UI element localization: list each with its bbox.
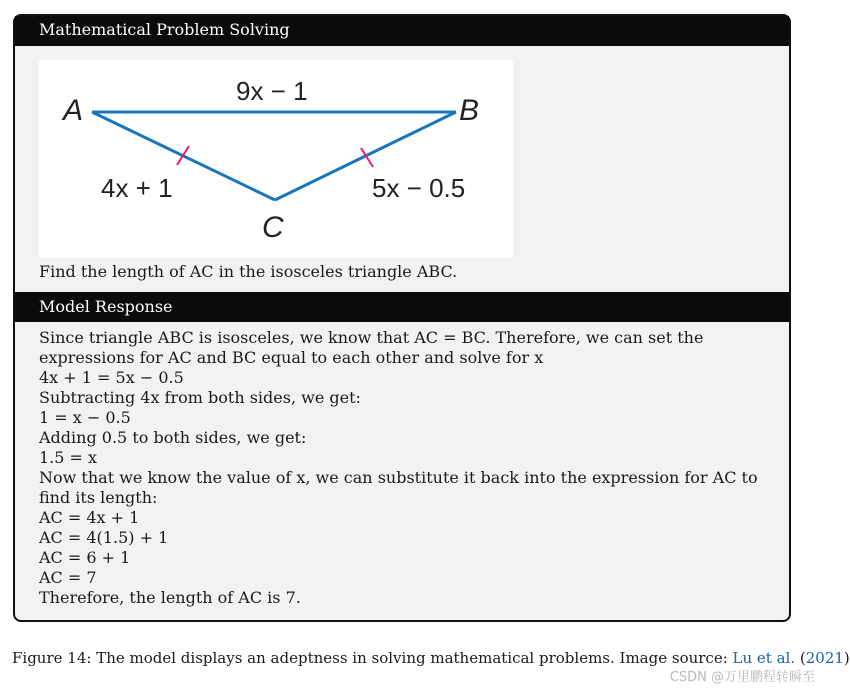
response-line: AC = 6 + 1: [39, 548, 131, 567]
model-response: [39, 328, 774, 608]
triangle-diagram: [39, 60, 513, 258]
figure-caption: [12, 648, 850, 668]
response-line: 1 = x − 0.5: [39, 408, 131, 427]
citation-year-link[interactable]: 2021: [805, 649, 844, 667]
response-line: AC = 7: [39, 568, 97, 587]
section-header-response: [15, 292, 789, 322]
side-bc-label: 5x − 0.5: [372, 173, 466, 203]
response-line: Subtracting 4x from both sides, we get:: [39, 388, 361, 407]
response-line: 1.5 = x: [39, 448, 98, 467]
section-header-problem: [15, 16, 789, 46]
congruence-tick-ac: [177, 146, 189, 165]
response-line: Now that we know the value of x, we can substitute it back into the expression for AC to find its length:: [39, 468, 758, 507]
vertex-c-label: C: [262, 211, 284, 244]
triangle-figure: [39, 60, 513, 258]
response-title: Model Response: [39, 297, 173, 316]
side-ac-label: 4x + 1: [101, 173, 173, 203]
citation-author-link[interactable]: Lu et al.: [732, 649, 796, 667]
side-ab-label: 9x − 1: [236, 76, 308, 106]
caption-text: Figure 14: The model displays an adeptness in solving mathematical problems. Image source:: [12, 649, 733, 667]
citation-close: ): [843, 649, 850, 667]
response-line: AC = 4(1.5) + 1: [39, 528, 169, 547]
question-text: Find the length of AC in the isosceles triangle ABC.: [39, 262, 458, 281]
watermark: CSDN @万里鹏程转瞬至: [669, 670, 815, 685]
response-line: Adding 0.5 to both sides, we get:: [39, 428, 307, 447]
response-line: AC = 4x + 1: [39, 508, 140, 527]
response-line: Therefore, the length of AC is 7.: [39, 588, 301, 607]
section-title: Mathematical Problem Solving: [39, 20, 290, 39]
problem-card: [13, 14, 791, 622]
response-line: 4x + 1 = 5x − 0.5: [39, 368, 184, 387]
vertex-a-label: A: [63, 94, 84, 127]
response-line: Since triangle ABC is isosceles, we know that AC = BC. Therefore, we can set the expressions for AC and BC equal to each other and solve for x: [39, 328, 704, 367]
vertex-b-label: B: [459, 94, 480, 127]
citation-open: (: [795, 649, 806, 667]
